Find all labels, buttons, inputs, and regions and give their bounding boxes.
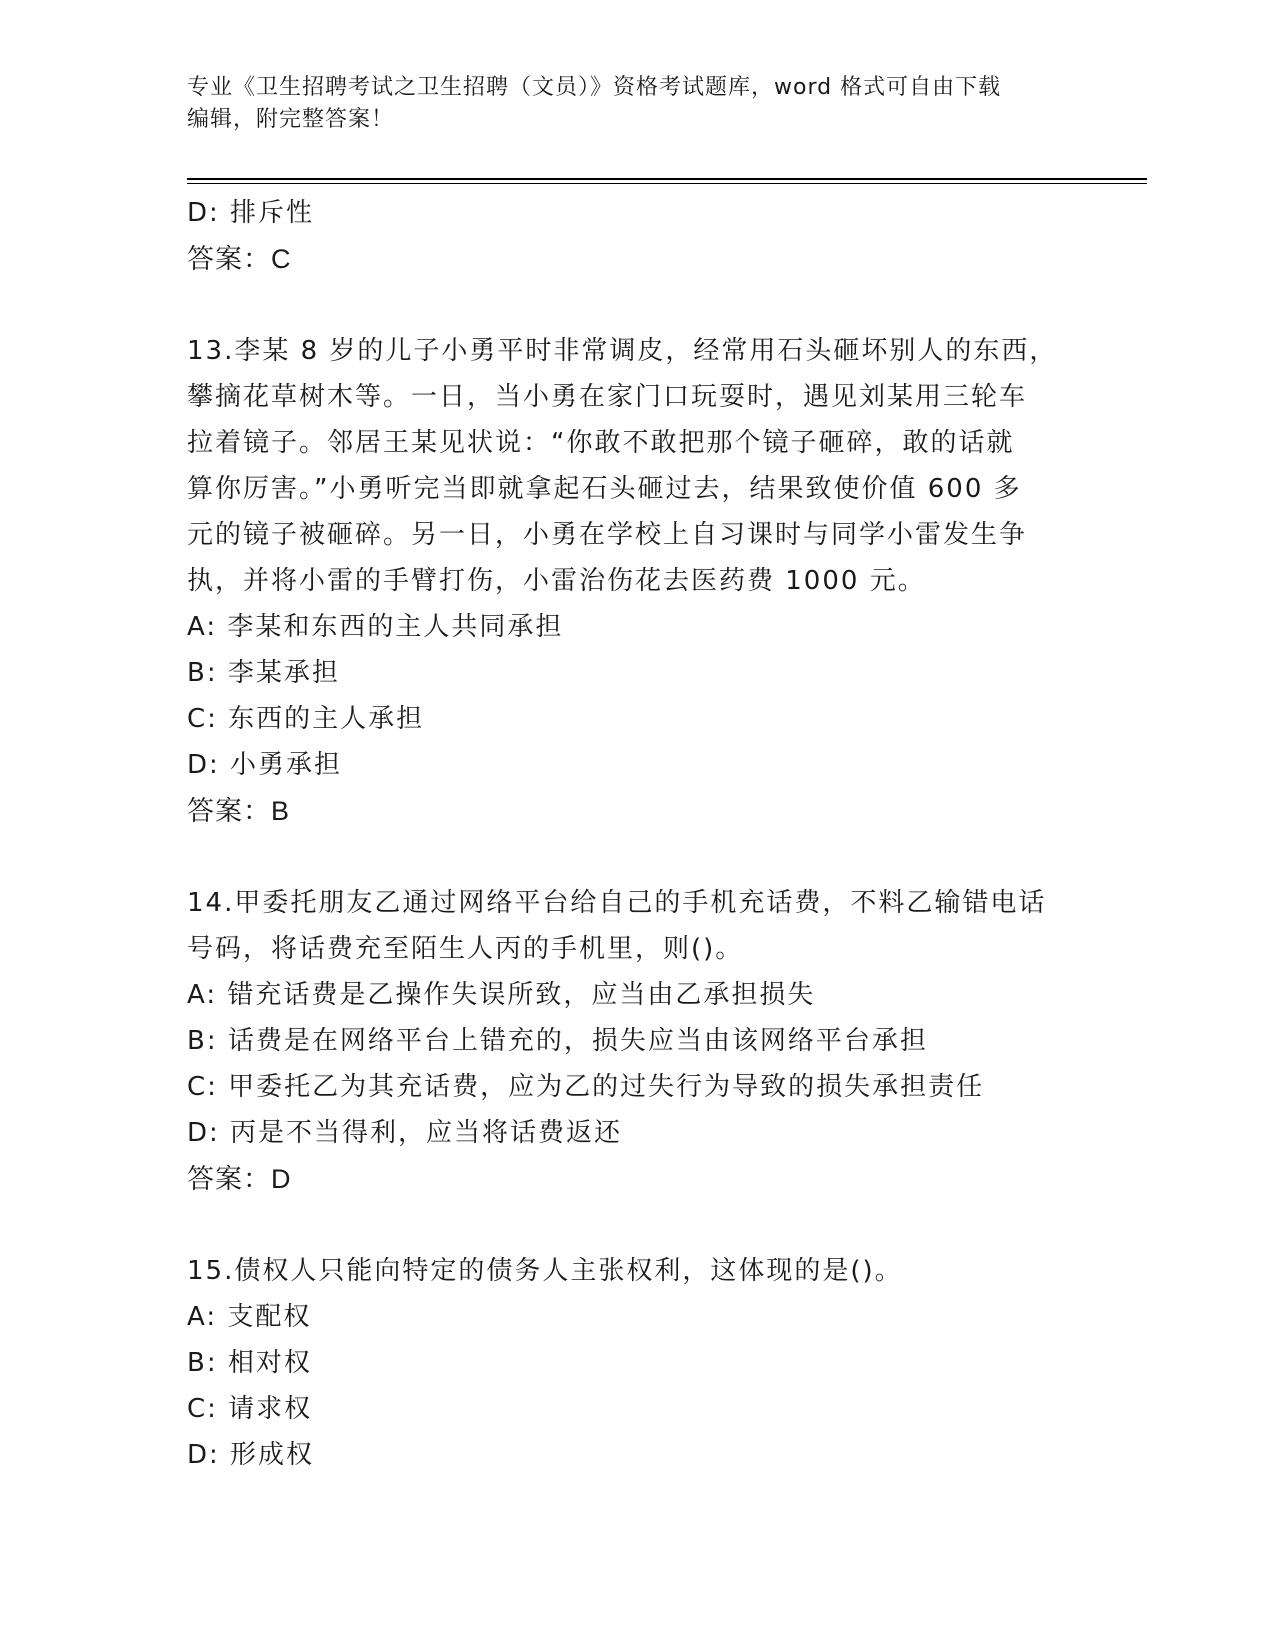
question-stem-line: 号码，将话费充至陌生人丙的手机里，则()。 [187, 934, 744, 964]
header-divider-thin [187, 183, 1147, 184]
question-stem-line: 拉着镜子。邻居王某见状说：“你敢不敢把那个镜子砸碎，敢的话就 [187, 428, 1015, 458]
option-c: C: 请求权 [187, 1394, 313, 1424]
option-d: D: 形成权 [187, 1440, 315, 1470]
option-b: B: 话费是在网络平台上错充的，损失应当由该网络平台承担 [187, 1026, 928, 1056]
question-15 [187, 1248, 1077, 1478]
answer: 答案：B [187, 796, 291, 826]
option-c: C: 东西的主人承担 [187, 704, 425, 734]
prev-option-d: D: 排斥性 [187, 198, 315, 228]
prev-answer: 答案：C [187, 244, 292, 274]
spacer [187, 1202, 1077, 1248]
header-divider [187, 178, 1147, 180]
option-b: B: 相对权 [187, 1348, 312, 1378]
option-b: B: 李某承担 [187, 658, 340, 688]
question-stem-line: 13.李某 8 岁的儿子小勇平时非常调皮，经常用石头砸坏别人的东西， [187, 336, 1058, 366]
spacer [187, 282, 1077, 328]
question-stem-line: 攀摘花草树木等。一日，当小勇在家门口玩耍时，遇见刘某用三轮车 [187, 382, 1028, 412]
question-stem-line: 元的镜子被砸碎。另一日，小勇在学校上自习课时与同学小雷发生争 [187, 520, 1028, 550]
question-13 [187, 328, 1077, 834]
question-stem-line: 14.甲委托朋友乙通过网络平台给自己的手机充话费，不料乙输错电话 [187, 888, 1047, 918]
question-content [187, 190, 1077, 1478]
spacer [187, 834, 1077, 880]
question-14 [187, 880, 1077, 1202]
option-d: D: 小勇承担 [187, 750, 343, 780]
question-stem-line: 算你厉害。”小勇听完当即就拿起石头砸过去，结果致使价值 600 多 [187, 474, 1022, 504]
option-a: A: 错充话费是乙操作失误所致，应当由乙承担损失 [187, 980, 816, 1010]
header-line-2: 编辑，附完整答案！ [187, 107, 395, 132]
answer: 答案：D [187, 1164, 292, 1194]
option-c: C: 甲委托乙为其充话费，应为乙的过失行为导致的损失承担责任 [187, 1072, 985, 1102]
question-stem-line: 执，并将小雷的手臂打伤，小雷治伤花去医药费 1000 元。 [187, 566, 926, 596]
page-header [187, 72, 1067, 136]
option-d: D: 丙是不当得利，应当将话费返还 [187, 1118, 623, 1148]
option-a: A: 支配权 [187, 1302, 312, 1332]
question-stem-line: 15.债权人只能向特定的债务人主张权利，这体现的是()。 [187, 1256, 903, 1286]
option-a: A: 李某和东西的主人共同承担 [187, 612, 564, 642]
header-line-1: 专业《卫生招聘考试之卫生招聘（文员）》资格考试题库，word 格式可自由下载 [187, 75, 1002, 100]
